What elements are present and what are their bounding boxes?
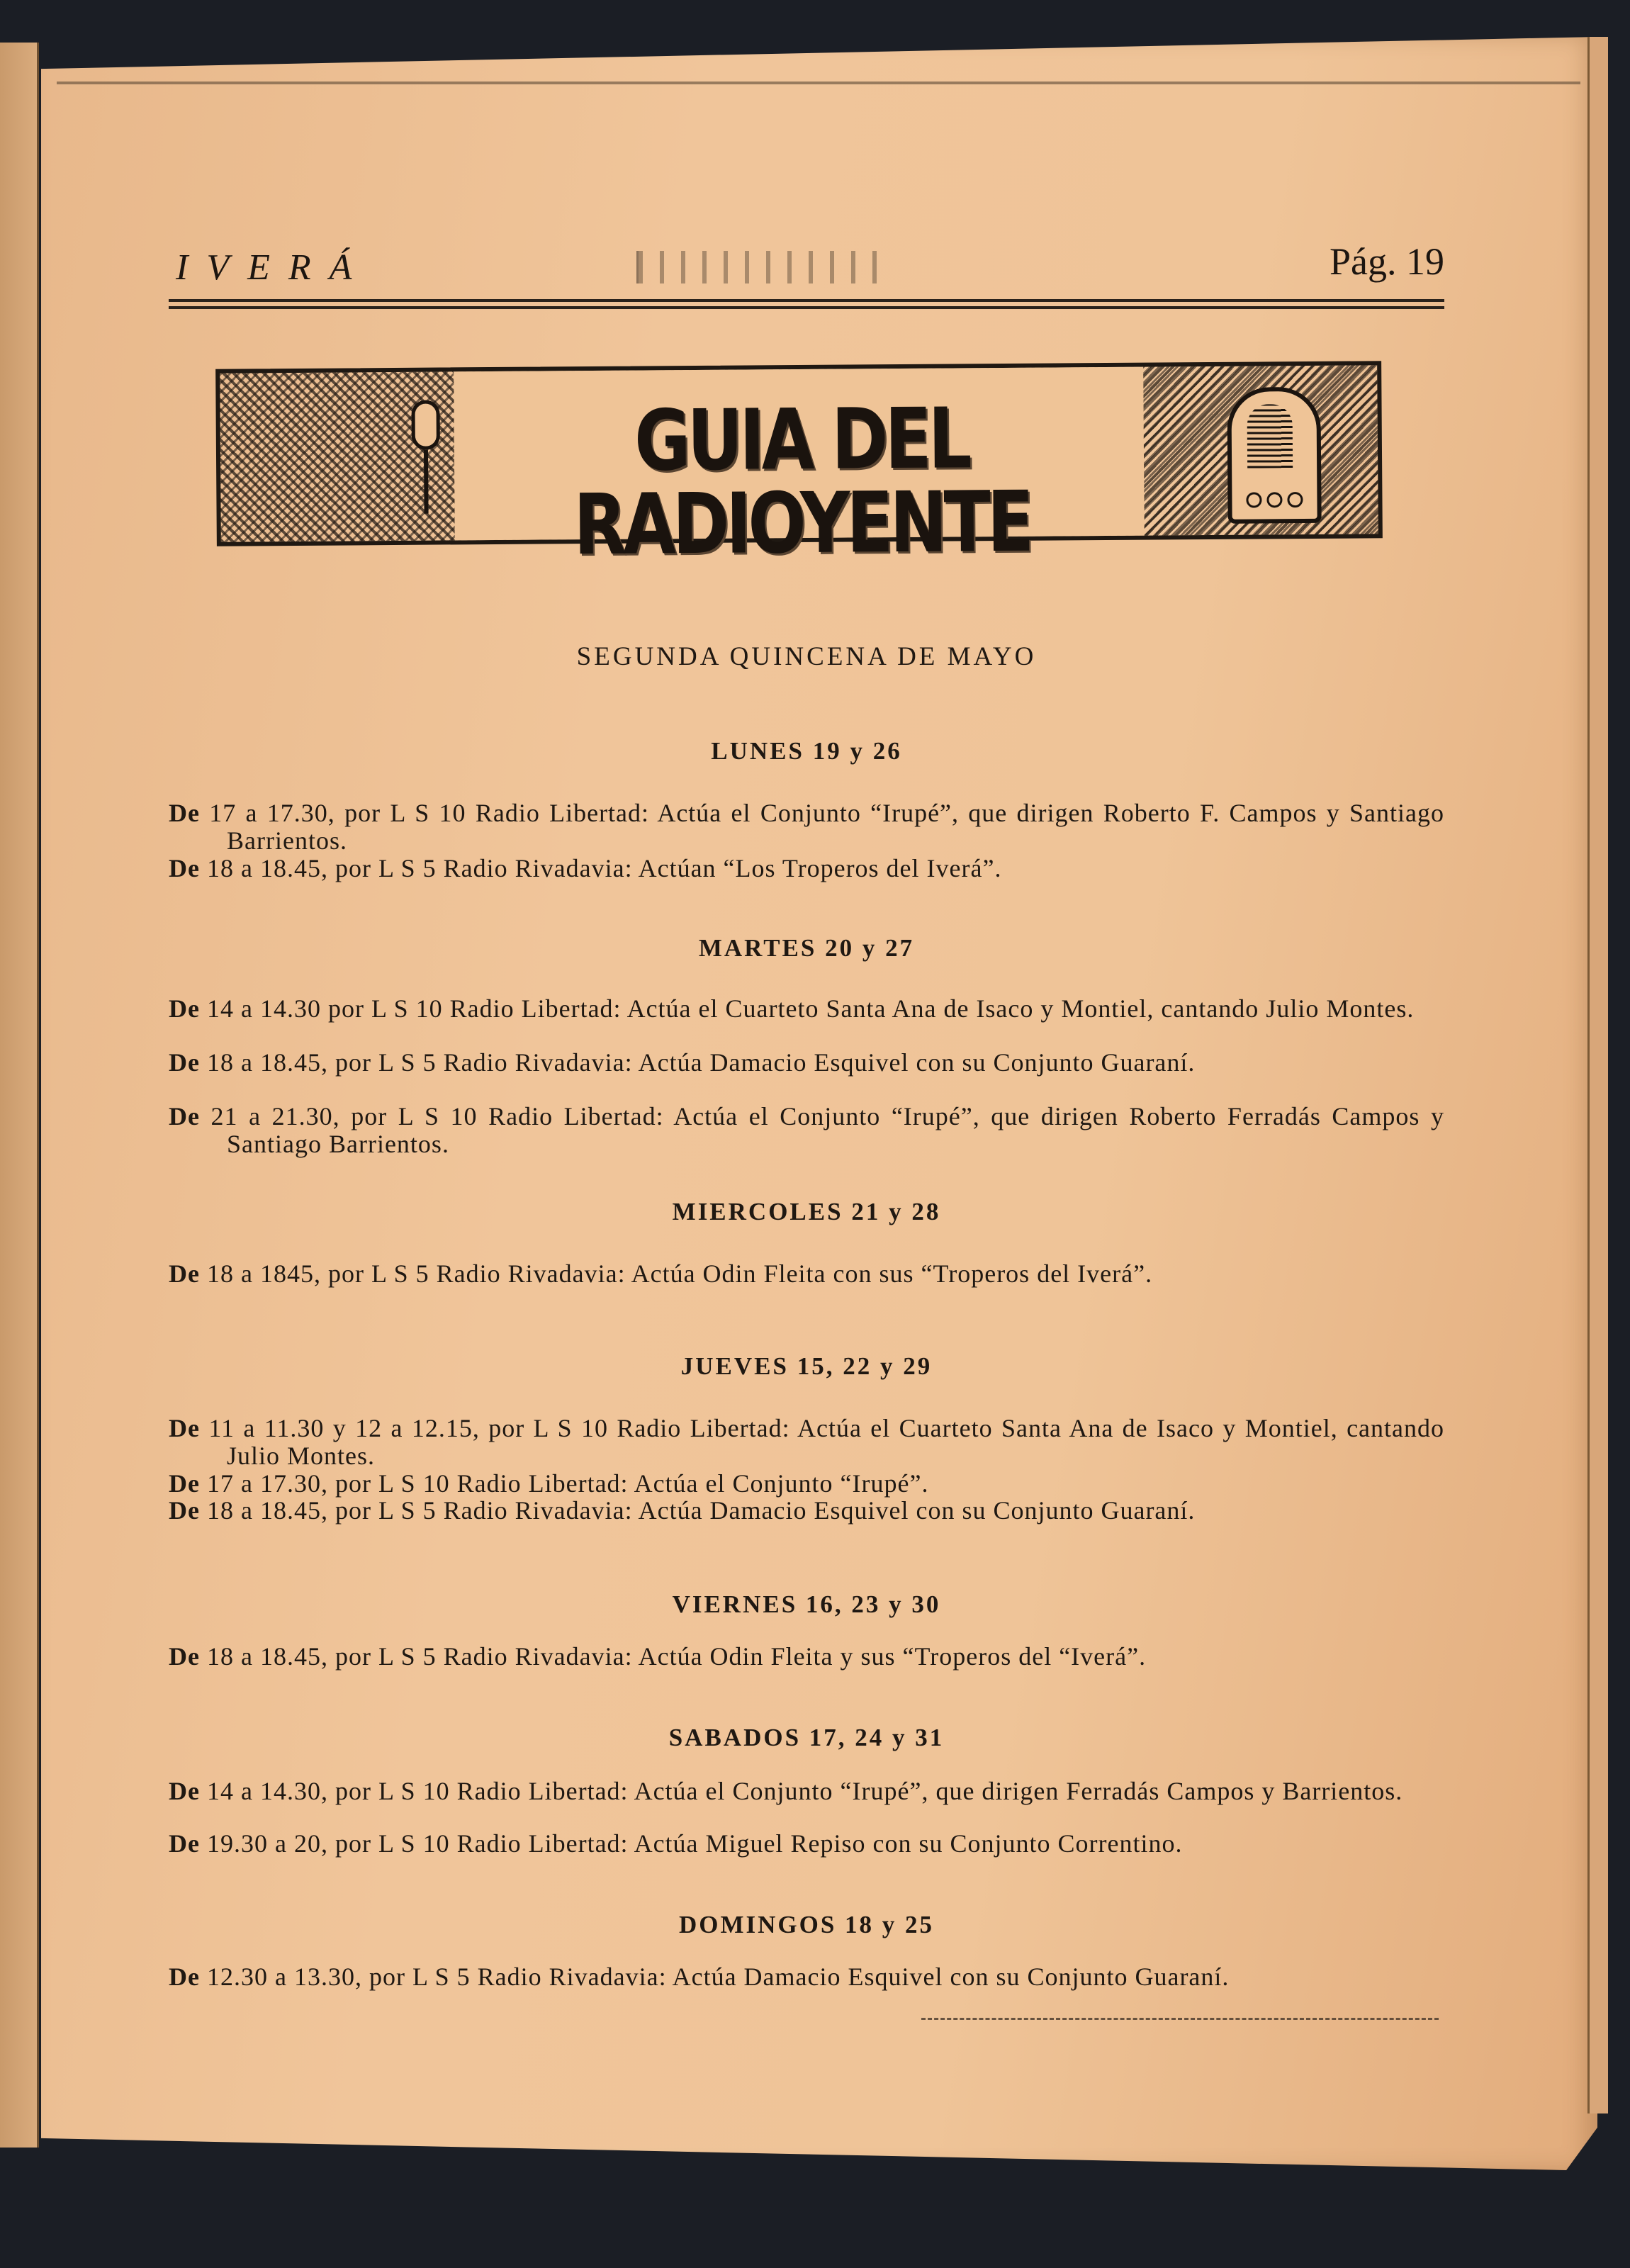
header-rule-bottom [169, 306, 1444, 309]
schedule-entry: De 21 a 21.30, por L S 10 Radio Libertad: Actúa el Conjunto “Irupé”, que dirigen Roberto Ferradás Campos y Santiago Barrientos. [169, 1102, 1444, 1158]
header-ornament [636, 251, 894, 284]
page-header [169, 240, 1444, 296]
running-title: IVERÁ [176, 247, 371, 288]
day-heading: JUEVES 15, 22 y 29 [680, 1352, 933, 1380]
schedule-entry: De 18 a 18.45, por L S 5 Radio Rivadavia: Actúa Damacio Esquivel con su Conjunto Guaraní. [169, 1048, 1196, 1077]
schedule-entry: De 18 a 18.45, por L S 5 Radio Rivadavia: Actúa Odin Fleita y sus “Troperos del “Iverá”. [169, 1642, 1147, 1671]
schedule-entry: De 17 a 17.30, por L S 10 Radio Libertad: Actúa el Conjunto “Irupé”. [169, 1469, 929, 1498]
schedule-entry: De 14 a 14.30, por L S 10 Radio Libertad: Actúa el Conjunto “Irupé”, que dirigen Ferradás Campos y Barrientos. [169, 1777, 1403, 1805]
end-rule [921, 2018, 1439, 2022]
schedule-entry: De 19.30 a 20, por L S 10 Radio Libertad: Actúa Miguel Repiso con su Conjunto Correntino. [169, 1829, 1183, 1858]
microphone-icon [411, 400, 440, 514]
day-heading: DOMINGOS 18 y 25 [678, 1911, 935, 1938]
day-heading: MIERCOLES 21 y 28 [672, 1198, 941, 1225]
schedule-entry: De 18 a 18.45, por L S 5 Radio Rivadavia: Actúan “Los Troperos del Iverá”. [169, 854, 1002, 882]
page-number: Pág. 19 [1330, 240, 1444, 283]
header-rule-top [169, 299, 1444, 302]
schedule-entry: De 12.30 a 13.30, por L S 5 Radio Rivadavia: Actúa Damacio Esquivel con su Conjunto Guaraní. [169, 1963, 1230, 1991]
schedule-entry: De 18 a 1845, por L S 5 Radio Rivadavia: Actúa Odin Fleita con sus “Troperos del Iverá”. [169, 1259, 1153, 1288]
page-stack-edge [1587, 37, 1608, 2113]
left-page-edge [0, 43, 39, 2148]
day-heading: VIERNES 16, 23 y 30 [672, 1590, 941, 1618]
section-subtitle: SEGUNDA QUINCENA DE MAYO [576, 642, 1037, 671]
schedule-entry: De 17 a 17.30, por L S 10 Radio Libertad: Actúa el Conjunto “Irupé”, que dirigen Roberto F. Campos y Santiago Barrientos. [169, 799, 1444, 855]
radio-icon [1227, 387, 1321, 524]
banner-illustration [215, 361, 1383, 574]
day-heading: SABADOS 17, 24 y 31 [668, 1724, 945, 1751]
schedule-entry: De 14 a 14.30 por L S 10 Radio Libertad: Actúa el Cuarteto Santa Ana de Isaco y Montiel, cantando Julio Montes. [169, 994, 1415, 1023]
day-heading: LUNES 19 y 26 [711, 737, 902, 765]
day-heading: MARTES 20 y 27 [698, 934, 915, 962]
banner-title: GUIA DEL RADIOYENTE [573, 389, 1031, 574]
schedule-entry: De 18 a 18.45, por L S 5 Radio Rivadavia: Actúa Damacio Esquivel con su Conjunto Guaraní. [169, 1496, 1196, 1525]
top-edge-line [57, 82, 1580, 84]
schedule-entry: De 11 a 11.30 y 12 a 12.15, por L S 10 Radio Libertad: Actúa el Cuarteto Santa Ana de Isaco y Montiel, cantando Julio Montes. [169, 1414, 1445, 1470]
